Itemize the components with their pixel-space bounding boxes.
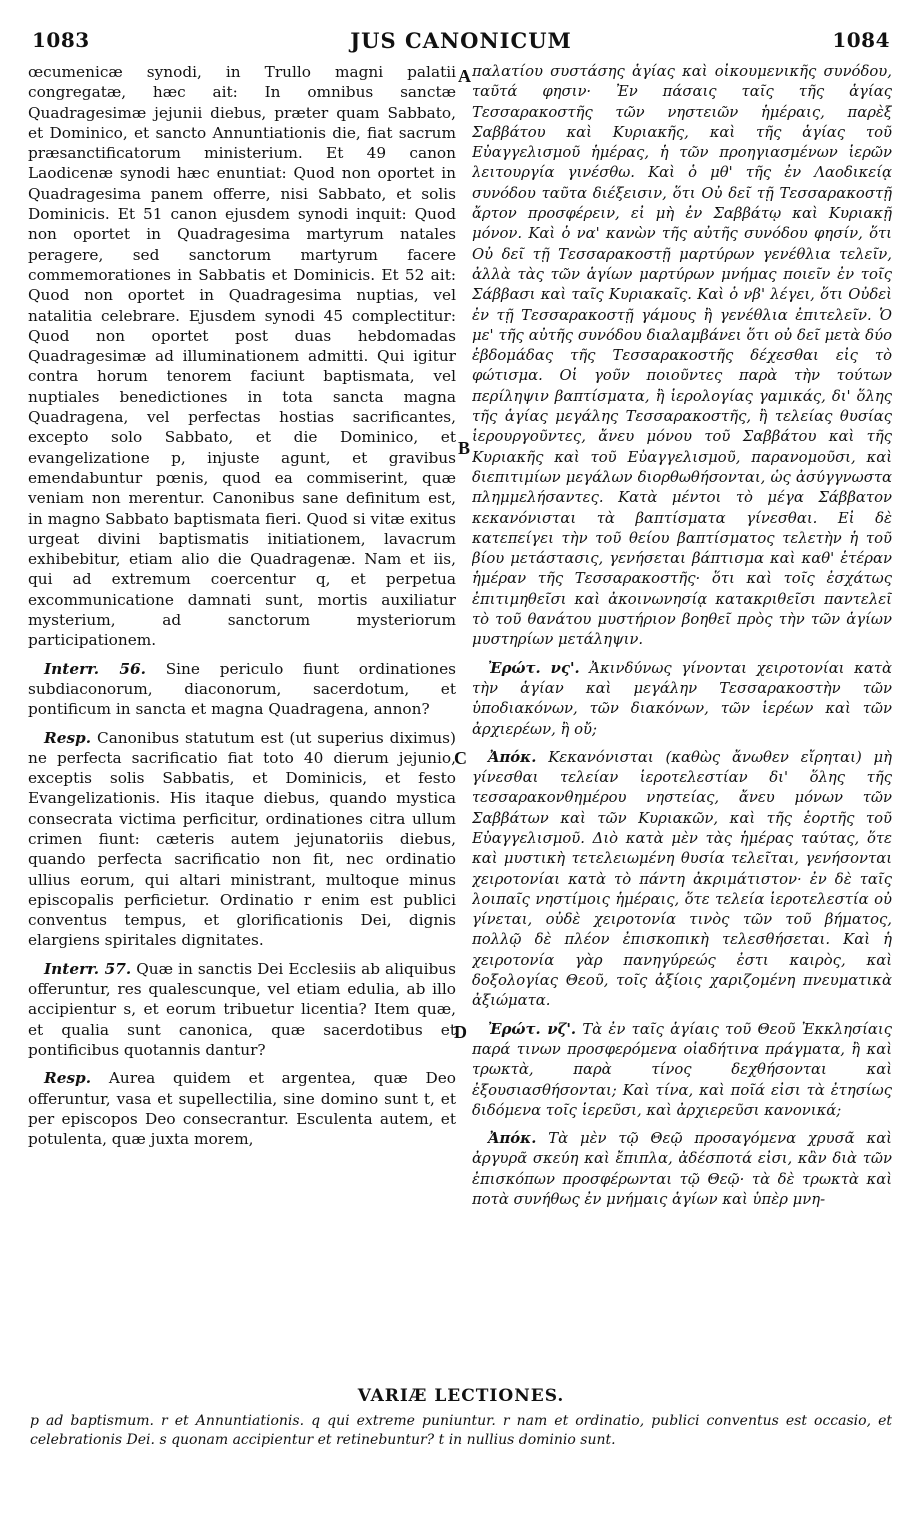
- page-number-left: 1083: [32, 28, 90, 52]
- paragraph-text: Ἀκινδύνως γίνονται χειροτονίαι κατὰ τὴν ἁγίαν καὶ μεγάλην Τεσσαρακοστὴν τῶν ὑποδιακόνων, τῶν διακόνων, τῶν ἱερέων καὶ τῶν ἀρχιερέων, ἢ οὔ;: [472, 659, 892, 738]
- response-label: Ἀπόκ.: [488, 748, 537, 766]
- response-label: Ἀπόκ.: [488, 1130, 537, 1148]
- margin-marker-c: C: [454, 748, 467, 768]
- paragraph-text: Sine periculo fiunt ordinationes subdiaconorum, diaconorum, sacerdotum, et pontificum in sancta et magna Quadragena, annon?: [28, 659, 456, 719]
- latin-response: [28, 728, 456, 951]
- latin-question: [28, 659, 456, 720]
- page-header: [32, 28, 890, 58]
- variae-lectiones-title: VARIÆ LECTIONES.: [357, 1386, 565, 1406]
- greek-question: [472, 659, 892, 740]
- latin-paragraph: [28, 62, 456, 651]
- paragraph-text: Τὰ μὲν τῷ Θεῷ προσαγόμενα χρυσᾶ καὶ ἀργυρᾶ σκεύη καὶ ἔπιπλα, ἀδέσποτά εἰσι, κἂν διὰ τῶν ἐπισκόπων προσφέρωνται τῷ Θεῷ· τὰ δὲ τρωκτὰ καὶ ποτὰ συνήθως ἐν μνήμαις ἁγίων καὶ ὑπὲρ μνη-: [472, 1130, 892, 1209]
- greek-response: [472, 748, 892, 1012]
- margin-marker-b: B: [458, 438, 471, 458]
- question-label: Ἐρώτ. νζ'.: [488, 1020, 577, 1038]
- greek-question: [472, 1020, 892, 1121]
- response-label: Resp.: [44, 1069, 92, 1088]
- paragraph-text: παλατίου συστάσης ἁγίας καὶ οἰκουμενικῆς συνόδου, ταῦτά φησιν· Ἐν πάσαις ταῖς τῆς ἁγίας Τεσσαρακοστῆς τῶν νηστειῶν ἡμέραις, παρὲξ Σαββάτου καὶ Κυριακῆς, καὶ τῆς ἁγίας τοῦ Εὐαγγελισμοῦ ἡμέρας, ἡ τῶν προηγιασμένων ἱερῶν λειτουργία γινέσθω. Καὶ ὁ μθ' τῆς ἐν Λαοδικείᾳ συνόδου ταῦτα διέξεισιν, ὅτι Οὐ δεῖ τῇ Τεσσαρακοστῇ ἄρτον προσφέρειν, εἰ μὴ ἐν Σαββάτῳ καὶ Κυριακῇ μόνον. Καὶ ὁ να' κανὼν τῆς αὐτῆς συνόδου φησίν, ὅτι Οὐ δεῖ τῇ Τεσσαρακοστῇ μαρτύρων γενέθλια τελεῖν, ἀλλὰ τὰς τῶν ἁγίων μαρτύρων μνήμας ποιεῖν ἐν τοῖς Σάββασι καὶ ταῖς Κυριακαῖς. Καὶ ὁ νβ' λέγει, ὅτι Οὐδεὶ ἐν τῇ Τεσσαρακοστῇ γάμους ἢ γενέθλια ἐπιτελεῖν. Ὁ με' τῆς αὐτῆς συνόδου διαλαμβάνει ὅτι οὐ δεῖ μετὰ δύο ἑβδομάδας τῆς Τεσσαρακοστῆς δέχεσθαι εἰς τὸ φώτισμα. Οἱ γοῦν ποιοῦντες παρὰ τὴν τούτων περίληψιν βαπτίσματα, ἢ ἱερολογίας γαμικάς, δι' ὅλης τῆς ἁγίας μεγάλης Τεσσαρακοστῆς, ἢ τελείας θυσίας ἱερουργοῦντες, ἄνευ μόνου τοῦ Σαββάτου καὶ τῆς Κυριακῆς καὶ τοῦ Εὐαγγελισμοῦ, παρανομοῦσι, καὶ διεπιτιμίων μεγάλων διορθωθήσονται, ὡς ἀσύγγνωστα πλημμελήσαντες. Κατὰ μέντοι τὸ μέγα Σάββατον κεκανόνισται τὰ βαπτίσματα γίνεσθαι. Εἰ δὲ κατεπείγει τὴν τοῦ θείου βαπτίσματος τελετὴν ἡ τοῦ βίου μετάστασις, γενήσεται βάπτισμα καὶ καθ' ἑτέραν ἡμέραν τῆς Τεσσαρακοστῆς· ὅτι καὶ τοῖς ἐσχάτως ἐπιτιμηθεῖσι καὶ ἀκοινωνησίᾳ κατακριθεῖσι παντελεῖ τὸ τοῦ θανάτου μυστήριον βοηθεῖ πρὸς τὴν τῶν ἁγίων μυστηρίων μετάληψιν.: [472, 63, 892, 649]
- paragraph-text: Τὰ ἐν ταῖς ἁγίαις τοῦ Θεοῦ Ἐκκλησίαις παρά τινων προσφερόμενα οἱαδήτινα πράγματα, ἢ καὶ τρωκτὰ, παρὰ τίνος δεχθήσονται καὶ ἐξουσιασθήσονται; Καὶ τίνα, καὶ ποῖά εἰσι τὰ ἐτησίως διδόμενα τοῖς ἱερεῦσι, καὶ ἀρχιερεῦσι κανονικά;: [472, 1020, 892, 1119]
- margin-marker-d: D: [454, 1022, 467, 1042]
- question-label: Interr. 56.: [44, 659, 146, 678]
- latin-response: [28, 1068, 456, 1149]
- greek-paragraph: [472, 62, 892, 651]
- margin-marker-a: A: [458, 66, 471, 86]
- latin-column: [28, 62, 456, 1380]
- paragraph-text: œcumenicæ synodi, in Trullo magni palatii congregatæ, hæc ait: In omnibus sanctæ Quadragesimæ jejunii diebus, præter quam Sabbato, et Dominico, et sancto Annuntiationis die, fiat sacrum præsanctificatorum ministerium. Et 49 canon Laodicenæ synodi hæc enuntiat: Quod non oportet in Quadragesima panem offerre, nisi Sabbato, et solis Dominicis. Et 51 canon ejusdem synodi inquit: Quod non oportet in Quadragesima martyrum natales peragere, sed sanctorum martyrum facere commemorationes in Sabbatis et Dominicis. Et 52 ait: Quod non oportet in Quadragesima nuptias, vel natalitia celebrare. Ejusdem synodi 45 complectitur: Quod non oportet post duas hebdomadas Quadragesimæ ad illuminationem admitti. Qui igitur contra horum tenorem faciunt baptismata, vel nuptiales benedictiones in tota sancta magna Quadragena, vel perfectas hostias sacrificantes, excepto solo Sabbato, et die Dominico, et evangelizatione p, injuste agunt, et gravibus emendabuntur pœnis, quod ea commiserint, quæ veniam non merentur. Canonibus sane definitum est, in magno Sabbato baptismata fieri. Quod si vitæ exitus urgeat divini baptismatis initiationem, lavacrum exhibebitur, etiam alio die Quadragenæ. Nam et iis, qui ad extremum coercentur q, et perpetua excommunicatione damnati sunt, mortis auxiliatur mysterium, ad sanctorum mysteriorum participationem.: [28, 63, 456, 650]
- question-label: Ἐρώτ. νς'.: [488, 659, 580, 677]
- greek-column: [472, 62, 892, 1380]
- variae-lectiones-notes: p ad baptismum. r et Annuntiationis. q qui extreme puniuntur. r nam et ordinatio, publici conventus est occasio, et celebrationis Dei. s quonam accipientur et retinebuntur? t in nullius dominio sunt.: [30, 1413, 892, 1448]
- paragraph-text: Quæ in sanctis Dei Ecclesiis ab aliquibus offeruntur, res qualescunque, vel etiam edulia, ab illo accipientur s, et eorum tribuetur licentia? Item quæ, et qualia sunt canonica, quæ sacerdotibus et pontificibus quotannis dantur?: [28, 959, 456, 1059]
- greek-response: [472, 1129, 892, 1210]
- paragraph-text: Aurea quidem et argentea, quæ Deo offeruntur, vasa et supellectilia, sine domino sunt t, et per episcopos Deo consecrantur. Esculenta autem, et potulenta, quæ juxta morem,: [28, 1069, 456, 1149]
- paragraph-text: Κεκανόνισται (καθὼς ἄνωθεν εἴρηται) μὴ γίνεσθαι τελείαν ἱεροτελεστίαν δι' ὅλης τῆς τεσσαρακονθημέρου νηστείας, ἄνευ μόνων τῶν Σαββάτων καὶ τῶν Κυριακῶν, καὶ τῆς ἑορτῆς τοῦ Εὐαγγελισμοῦ. Διὸ κατὰ μὲν τὰς ἡμέρας ταύτας, ὅτε καὶ μυστικὴ τετελειωμένη θυσία τελεῖται, γενήσονται χειροτονίαι κατὰ τὸ πάντη ἀκριμάτιστον· ἐν δὲ ταῖς λοιπαῖς νηστίμοις ἡμέραις, ὅτε τελεία ἱεροτελεστία οὐ γίνεται, οὐδὲ χειροτονία τινὸς τῶν τοῦ βήματος, πολλῷ δὲ πλέον ἐπισκοπικὴ τελεσθήσεται. Καὶ ἡ χειροτονία γὰρ πανηγύρεώς ἐστι καιρὸς, καὶ δοξολογίας Θεοῦ, τοῖς ἀξίοις χαριζομένη πνευματικὰ ἀξιώματα.: [472, 748, 892, 1010]
- response-label: Resp.: [44, 728, 92, 747]
- latin-question: [28, 959, 456, 1060]
- question-label: Interr. 57.: [44, 959, 132, 978]
- page-number-right: 1084: [832, 28, 890, 52]
- paragraph-text: Canonibus statutum est (ut superius diximus) ne perfecta sacrificatio fiat toto 40 dierum jejunio, exceptis solis Sabbatis, et Dominicis, et festo Evangelizationis. His itaque diebus, quando mystica consecrata victima perficitur, ordinationes citra ullum crimen fiunt: cæteris autem jejunatoriis diebus, quando perfecta sacrificatio non fit, nec ordinatio ullius eorum, qui altari ministrant, multoque minus episcopalis perficietur. Ordinatio r enim est publici conventus tempus, et glorificationis Dei, dignis elargiens spiritales dignitates.: [28, 728, 456, 950]
- running-title: JUS CANONICUM: [350, 28, 572, 53]
